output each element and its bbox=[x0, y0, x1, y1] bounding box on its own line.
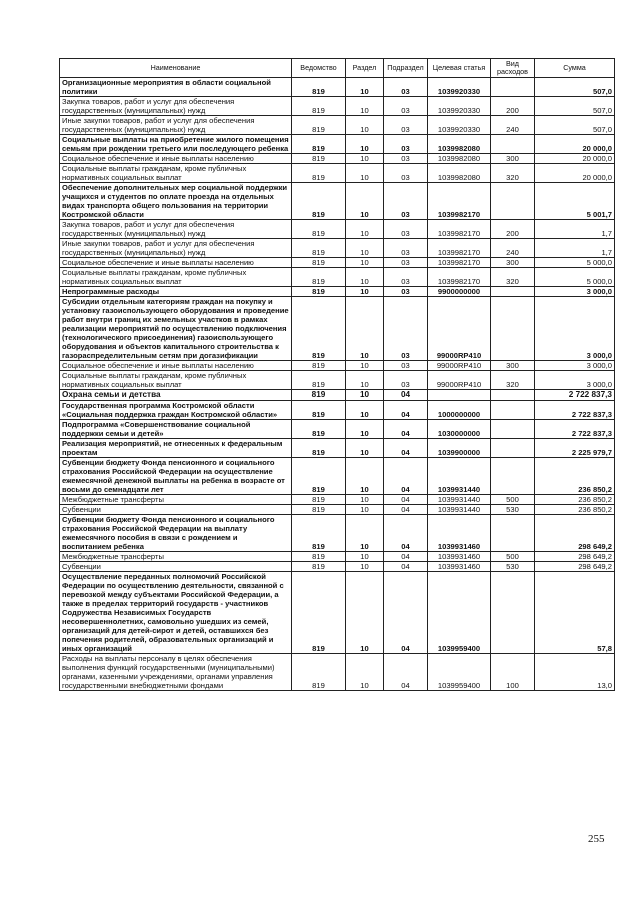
cell-summa: 507,0 bbox=[535, 78, 615, 97]
cell-summa: 298 649,2 bbox=[535, 562, 615, 572]
cell-summa: 2 722 837,3 bbox=[535, 420, 615, 439]
cell-razdel: 10 bbox=[346, 552, 384, 562]
cell-razdel: 10 bbox=[346, 154, 384, 164]
cell-name: Иные закупки товаров, работ и услуг для обеспечения государственных (муниципальных) нужд bbox=[60, 116, 292, 135]
cell-vedomstvo: 819 bbox=[292, 268, 346, 287]
cell-vid bbox=[491, 401, 535, 420]
cell-vedomstvo: 819 bbox=[292, 116, 346, 135]
cell-statya: 1000000000 bbox=[428, 401, 491, 420]
cell-vedomstvo: 819 bbox=[292, 220, 346, 239]
cell-vedomstvo: 819 bbox=[292, 164, 346, 183]
cell-summa: 1,7 bbox=[535, 220, 615, 239]
table-row bbox=[60, 116, 615, 135]
cell-vid bbox=[491, 390, 535, 401]
cell-vid: 240 bbox=[491, 239, 535, 258]
table-row bbox=[60, 562, 615, 572]
cell-statya: 1039982080 bbox=[428, 164, 491, 183]
cell-razdel: 10 bbox=[346, 505, 384, 515]
cell-summa: 5 001,7 bbox=[535, 183, 615, 220]
cell-name: Закупка товаров, работ и услуг для обеспечения государственных (муниципальных) нужд bbox=[60, 220, 292, 239]
cell-vid: 320 bbox=[491, 164, 535, 183]
cell-vedomstvo: 819 bbox=[292, 552, 346, 562]
cell-statya: 1039900000 bbox=[428, 439, 491, 458]
cell-razdel: 10 bbox=[346, 97, 384, 116]
cell-vedomstvo: 819 bbox=[292, 135, 346, 154]
cell-vid: 320 bbox=[491, 268, 535, 287]
cell-razdel: 10 bbox=[346, 258, 384, 268]
table-row bbox=[60, 239, 615, 258]
cell-vid bbox=[491, 78, 535, 97]
cell-vid bbox=[491, 287, 535, 297]
header-vedomstvo: Ведомство bbox=[292, 59, 346, 78]
cell-vid: 500 bbox=[491, 552, 535, 562]
cell-podrazdel: 03 bbox=[384, 116, 428, 135]
cell-statya: 1039931440 bbox=[428, 505, 491, 515]
table-row bbox=[60, 458, 615, 495]
cell-statya: 1039920330 bbox=[428, 78, 491, 97]
cell-summa: 3 000,0 bbox=[535, 371, 615, 390]
cell-vedomstvo: 819 bbox=[292, 562, 346, 572]
cell-vedomstvo: 819 bbox=[292, 97, 346, 116]
cell-podrazdel: 03 bbox=[384, 371, 428, 390]
cell-summa: 298 649,2 bbox=[535, 552, 615, 562]
cell-vedomstvo: 819 bbox=[292, 439, 346, 458]
cell-vid: 200 bbox=[491, 97, 535, 116]
cell-podrazdel: 04 bbox=[384, 439, 428, 458]
cell-vid: 300 bbox=[491, 258, 535, 268]
cell-razdel: 10 bbox=[346, 78, 384, 97]
cell-summa: 5 000,0 bbox=[535, 258, 615, 268]
table-row bbox=[60, 371, 615, 390]
header-razdel: Раздел bbox=[346, 59, 384, 78]
cell-summa: 2 225 979,7 bbox=[535, 439, 615, 458]
cell-vedomstvo: 819 bbox=[292, 495, 346, 505]
cell-vedomstvo: 819 bbox=[292, 361, 346, 371]
cell-name: Социальные выплаты гражданам, кроме публичных нормативных социальных выплат bbox=[60, 371, 292, 390]
cell-summa: 20 000,0 bbox=[535, 154, 615, 164]
table-row bbox=[60, 268, 615, 287]
cell-razdel: 10 bbox=[346, 135, 384, 154]
cell-podrazdel: 03 bbox=[384, 239, 428, 258]
cell-statya: 99000RP410 bbox=[428, 371, 491, 390]
cell-podrazdel: 04 bbox=[384, 495, 428, 505]
cell-statya: 1039959400 bbox=[428, 654, 491, 691]
cell-podrazdel: 03 bbox=[384, 78, 428, 97]
table-row bbox=[60, 572, 615, 654]
cell-name: Социальное обеспечение и иные выплаты населению bbox=[60, 154, 292, 164]
cell-podrazdel: 04 bbox=[384, 505, 428, 515]
cell-razdel: 10 bbox=[346, 164, 384, 183]
cell-name: Реализация мероприятий, не отнесенных к федеральным проектам bbox=[60, 439, 292, 458]
cell-razdel: 10 bbox=[346, 116, 384, 135]
cell-vedomstvo: 819 bbox=[292, 458, 346, 495]
cell-razdel: 10 bbox=[346, 515, 384, 552]
cell-vid bbox=[491, 297, 535, 361]
cell-summa: 57,8 bbox=[535, 572, 615, 654]
cell-vedomstvo: 819 bbox=[292, 183, 346, 220]
cell-statya: 1039931440 bbox=[428, 458, 491, 495]
cell-podrazdel: 04 bbox=[384, 420, 428, 439]
cell-vid: 320 bbox=[491, 371, 535, 390]
cell-podrazdel: 03 bbox=[384, 154, 428, 164]
cell-summa: 5 000,0 bbox=[535, 268, 615, 287]
cell-statya bbox=[428, 390, 491, 401]
cell-razdel: 10 bbox=[346, 297, 384, 361]
table-row bbox=[60, 183, 615, 220]
table-row bbox=[60, 515, 615, 552]
table-row bbox=[60, 361, 615, 371]
cell-summa: 236 850,2 bbox=[535, 505, 615, 515]
cell-podrazdel: 03 bbox=[384, 287, 428, 297]
cell-podrazdel: 04 bbox=[384, 401, 428, 420]
cell-statya: 1039982170 bbox=[428, 220, 491, 239]
cell-razdel: 10 bbox=[346, 239, 384, 258]
cell-vid: 300 bbox=[491, 361, 535, 371]
table-row bbox=[60, 401, 615, 420]
cell-podrazdel: 03 bbox=[384, 361, 428, 371]
cell-vedomstvo: 819 bbox=[292, 420, 346, 439]
cell-name: Субвенции bbox=[60, 562, 292, 572]
cell-summa: 3 000,0 bbox=[535, 287, 615, 297]
cell-statya: 1039920330 bbox=[428, 97, 491, 116]
cell-vid: 500 bbox=[491, 495, 535, 505]
cell-vid bbox=[491, 135, 535, 154]
cell-razdel: 10 bbox=[346, 654, 384, 691]
cell-statya: 1030000000 bbox=[428, 420, 491, 439]
cell-vedomstvo: 819 bbox=[292, 258, 346, 268]
cell-statya: 1039982170 bbox=[428, 183, 491, 220]
cell-summa: 2 722 837,3 bbox=[535, 401, 615, 420]
cell-podrazdel: 03 bbox=[384, 268, 428, 287]
cell-statya: 1039931460 bbox=[428, 562, 491, 572]
cell-razdel: 10 bbox=[346, 390, 384, 401]
cell-summa: 236 850,2 bbox=[535, 458, 615, 495]
cell-name: Государственная программа Костромской области «Социальная поддержка граждан Костромской области» bbox=[60, 401, 292, 420]
cell-statya: 1039920330 bbox=[428, 116, 491, 135]
cell-name: Социальные выплаты на приобретение жилого помещения семьям при рождении третьего или последующего ребенка bbox=[60, 135, 292, 154]
cell-vid bbox=[491, 439, 535, 458]
cell-vedomstvo: 819 bbox=[292, 78, 346, 97]
cell-summa: 236 850,2 bbox=[535, 495, 615, 505]
table-header-row bbox=[60, 59, 615, 78]
header-statya: Целевая статья bbox=[428, 59, 491, 78]
cell-podrazdel: 04 bbox=[384, 458, 428, 495]
cell-name: Субвенции бюджету Фонда пенсионного и социального страхования Российской Федерации на выплату ежемесячного пособия в связи с рождением и воспитанием ребенка bbox=[60, 515, 292, 552]
cell-name: Социальные выплаты гражданам, кроме публичных нормативных социальных выплат bbox=[60, 164, 292, 183]
header-summa: Сумма bbox=[535, 59, 615, 78]
table-row bbox=[60, 390, 615, 401]
cell-name: Осуществление переданных полномочий Российской Федерации по осуществлению деятельности, связанной с перевозкой между субъектами Российской Федерации, а также в пределах территорий государств - участников Содружества Независимых Государств несовершеннолетних, самовольно ушедших из семей, организаций для детей-сирот и детей, оставшихся без попечения родителей, образовательных организаций и иных организаций bbox=[60, 572, 292, 654]
budget-table-page bbox=[59, 58, 614, 691]
cell-summa: 13,0 bbox=[535, 654, 615, 691]
cell-vedomstvo: 819 bbox=[292, 654, 346, 691]
cell-statya: 1039982170 bbox=[428, 268, 491, 287]
cell-name: Субвенции bbox=[60, 505, 292, 515]
cell-podrazdel: 03 bbox=[384, 183, 428, 220]
cell-vedomstvo: 819 bbox=[292, 515, 346, 552]
cell-vedomstvo: 819 bbox=[292, 287, 346, 297]
cell-podrazdel: 03 bbox=[384, 135, 428, 154]
cell-name: Охрана семьи и детства bbox=[60, 390, 292, 401]
cell-podrazdel: 04 bbox=[384, 515, 428, 552]
cell-summa: 1,7 bbox=[535, 239, 615, 258]
cell-vid bbox=[491, 515, 535, 552]
cell-name: Межбюджетные трансферты bbox=[60, 495, 292, 505]
table-row bbox=[60, 135, 615, 154]
page-number: 255 bbox=[588, 833, 605, 845]
cell-name: Социальные выплаты гражданам, кроме публичных нормативных социальных выплат bbox=[60, 268, 292, 287]
cell-razdel: 10 bbox=[346, 371, 384, 390]
cell-name: Социальное обеспечение и иные выплаты населению bbox=[60, 258, 292, 268]
cell-razdel: 10 bbox=[346, 361, 384, 371]
cell-razdel: 10 bbox=[346, 458, 384, 495]
table-row bbox=[60, 154, 615, 164]
table-row bbox=[60, 220, 615, 239]
table-row bbox=[60, 164, 615, 183]
cell-name: Закупка товаров, работ и услуг для обеспечения государственных (муниципальных) нужд bbox=[60, 97, 292, 116]
cell-statya: 1039931440 bbox=[428, 495, 491, 505]
cell-name: Иные закупки товаров, работ и услуг для обеспечения государственных (муниципальных) нужд bbox=[60, 239, 292, 258]
table-row bbox=[60, 97, 615, 116]
cell-podrazdel: 03 bbox=[384, 297, 428, 361]
cell-razdel: 10 bbox=[346, 268, 384, 287]
header-podrazdel: Подраздел bbox=[384, 59, 428, 78]
cell-vid: 200 bbox=[491, 220, 535, 239]
cell-razdel: 10 bbox=[346, 401, 384, 420]
cell-podrazdel: 03 bbox=[384, 220, 428, 239]
cell-razdel: 10 bbox=[346, 562, 384, 572]
table-row bbox=[60, 495, 615, 505]
cell-name: Непрограммные расходы bbox=[60, 287, 292, 297]
cell-name: Организационные мероприятия в области социальной политики bbox=[60, 78, 292, 97]
table-row bbox=[60, 439, 615, 458]
cell-vid bbox=[491, 458, 535, 495]
cell-summa: 3 000,0 bbox=[535, 361, 615, 371]
cell-vid: 300 bbox=[491, 154, 535, 164]
cell-podrazdel: 04 bbox=[384, 572, 428, 654]
cell-razdel: 10 bbox=[346, 572, 384, 654]
budget-table bbox=[59, 58, 615, 691]
table-row bbox=[60, 505, 615, 515]
table-body bbox=[60, 78, 615, 691]
cell-statya: 1039959400 bbox=[428, 572, 491, 654]
cell-statya: 99000RP410 bbox=[428, 361, 491, 371]
cell-podrazdel: 04 bbox=[384, 552, 428, 562]
cell-vedomstvo: 819 bbox=[292, 154, 346, 164]
cell-statya: 1039931460 bbox=[428, 552, 491, 562]
table-row bbox=[60, 258, 615, 268]
cell-razdel: 10 bbox=[346, 220, 384, 239]
cell-statya: 9900000000 bbox=[428, 287, 491, 297]
cell-statya: 1039982170 bbox=[428, 258, 491, 268]
cell-vedomstvo: 819 bbox=[292, 401, 346, 420]
cell-podrazdel: 04 bbox=[384, 654, 428, 691]
cell-summa: 2 722 837,3 bbox=[535, 390, 615, 401]
header-name: Наименование bbox=[60, 59, 292, 78]
cell-vedomstvo: 819 bbox=[292, 297, 346, 361]
cell-podrazdel: 04 bbox=[384, 390, 428, 401]
table-row bbox=[60, 297, 615, 361]
cell-vedomstvo: 819 bbox=[292, 371, 346, 390]
table-row bbox=[60, 654, 615, 691]
cell-podrazdel: 03 bbox=[384, 258, 428, 268]
cell-statya: 99000RP410 bbox=[428, 297, 491, 361]
cell-vid: 530 bbox=[491, 505, 535, 515]
cell-name: Субсидии отдельным категориям граждан на покупку и установку газоиспользующего оборудования и проведение работ внутри границ их земельных участков в рамках реализации мероприятий по осуществлению подключения (технологического присоединения) газоиспользующего оборудования и объектов капитального строительства к газораспределительным сетям при догазификации bbox=[60, 297, 292, 361]
cell-razdel: 10 bbox=[346, 495, 384, 505]
cell-name: Межбюджетные трансферты bbox=[60, 552, 292, 562]
cell-summa: 3 000,0 bbox=[535, 297, 615, 361]
cell-summa: 507,0 bbox=[535, 116, 615, 135]
cell-vid: 240 bbox=[491, 116, 535, 135]
cell-vedomstvo: 819 bbox=[292, 505, 346, 515]
cell-razdel: 10 bbox=[346, 183, 384, 220]
cell-summa: 507,0 bbox=[535, 97, 615, 116]
cell-summa: 20 000,0 bbox=[535, 164, 615, 183]
cell-vid: 100 bbox=[491, 654, 535, 691]
cell-razdel: 10 bbox=[346, 439, 384, 458]
cell-vedomstvo: 819 bbox=[292, 390, 346, 401]
cell-vid bbox=[491, 572, 535, 654]
cell-name: Расходы на выплаты персоналу в целях обеспечения выполнения функций государственными (муниципальными) органами, казенными учреждениями, органами управления государственными внебюджетными фондами bbox=[60, 654, 292, 691]
table-row bbox=[60, 78, 615, 97]
cell-podrazdel: 03 bbox=[384, 164, 428, 183]
cell-razdel: 10 bbox=[346, 420, 384, 439]
cell-vedomstvo: 819 bbox=[292, 239, 346, 258]
cell-statya: 1039931460 bbox=[428, 515, 491, 552]
table-row bbox=[60, 420, 615, 439]
cell-name: Подпрограмма «Совершенствование социальной поддержки семьи и детей» bbox=[60, 420, 292, 439]
header-vid: Вид расходов bbox=[491, 59, 535, 78]
cell-podrazdel: 04 bbox=[384, 562, 428, 572]
cell-vedomstvo: 819 bbox=[292, 572, 346, 654]
cell-podrazdel: 03 bbox=[384, 97, 428, 116]
cell-vid: 530 bbox=[491, 562, 535, 572]
cell-vid bbox=[491, 183, 535, 220]
table-row bbox=[60, 287, 615, 297]
cell-name: Обеспечение дополнительных мер социальной поддержки учащихся и студентов по оплате проезда на отдельных видах транспорта общего пользования на территории Костромской области bbox=[60, 183, 292, 220]
cell-vid bbox=[491, 420, 535, 439]
cell-summa: 298 649,2 bbox=[535, 515, 615, 552]
cell-statya: 1039982170 bbox=[428, 239, 491, 258]
cell-statya: 1039982080 bbox=[428, 135, 491, 154]
table-row bbox=[60, 552, 615, 562]
cell-name: Субвенции бюджету Фонда пенсионного и социального страхования Российской Федерации на осуществление ежемесячной денежной выплаты на ребенка в возрасте от восьми до семнадцати лет bbox=[60, 458, 292, 495]
cell-statya: 1039982080 bbox=[428, 154, 491, 164]
cell-name: Социальное обеспечение и иные выплаты населению bbox=[60, 361, 292, 371]
cell-razdel: 10 bbox=[346, 287, 384, 297]
cell-summa: 20 000,0 bbox=[535, 135, 615, 154]
